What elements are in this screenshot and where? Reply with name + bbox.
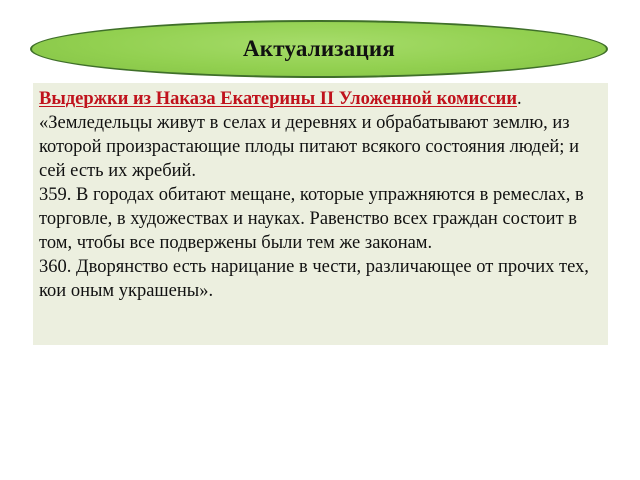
title-banner bbox=[30, 20, 608, 78]
excerpt-heading-line bbox=[39, 87, 602, 111]
excerpt-box bbox=[33, 83, 608, 345]
excerpt-paragraph-360: 360. Дворянство есть нарицание в чести, различающее от прочих тех, кои оным украшены». bbox=[39, 257, 589, 301]
excerpt-paragraph-peasants: «Земледельцы живут в селах и деревнях и обрабатывают землю, из которой произрастающие плоды питают всякого состояния людей; и сей есть их жребий. bbox=[39, 113, 579, 181]
excerpt-heading-punct: . bbox=[517, 89, 522, 109]
slide-title: Актуализация bbox=[242, 36, 395, 61]
excerpt-paragraph-359: 359. В городах обитают мещане, которые упражняются в ремеслах, в торговле, в художествах и науках. Равенство всех граждан состоит в том, чтобы все подвержены были тем же законам. bbox=[39, 185, 584, 253]
excerpt-heading: Выдержки из Наказа Екатерины II Уложенной комиссии bbox=[39, 89, 517, 109]
